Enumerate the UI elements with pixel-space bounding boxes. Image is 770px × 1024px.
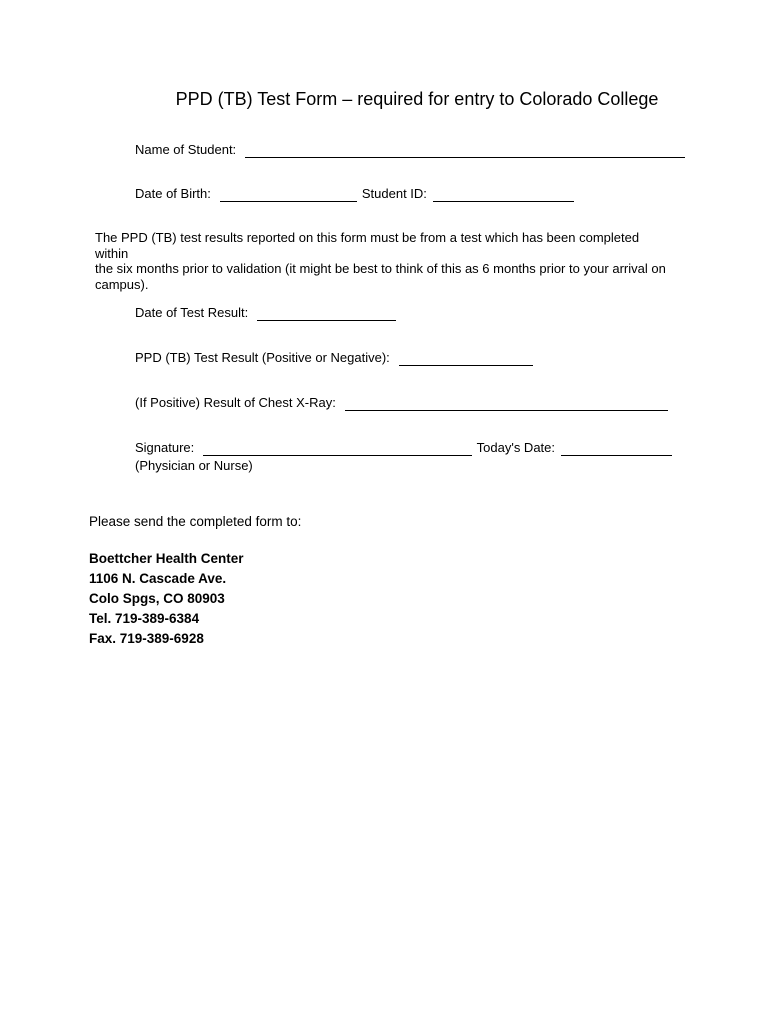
todays-date-label: Today's Date: bbox=[476, 440, 555, 455]
signature-row bbox=[135, 439, 672, 456]
send-form-intro: Please send the completed form to: bbox=[89, 514, 302, 529]
date-of-test-result-label: Date of Test Result: bbox=[135, 305, 249, 320]
student-id-label: Student ID: bbox=[361, 186, 427, 201]
name-of-student-label: Name of Student: bbox=[135, 142, 237, 157]
signature-input-line[interactable] bbox=[203, 440, 471, 456]
address-fax: Fax. 719-389-6928 bbox=[89, 631, 204, 646]
student-id-input-line[interactable] bbox=[433, 186, 574, 202]
signature-label: Signature: bbox=[135, 440, 195, 455]
chest-xray-result-input-line[interactable] bbox=[345, 395, 668, 411]
name-of-student-input-line[interactable] bbox=[245, 142, 685, 158]
address-phone: Tel. 719-389-6384 bbox=[89, 611, 200, 626]
address-city: Colo Spgs, CO 80903 bbox=[89, 591, 225, 606]
completion-notice bbox=[95, 230, 675, 292]
todays-date-input-line[interactable] bbox=[561, 440, 672, 456]
ppd-test-result-label: PPD (TB) Test Result (Positive or Negative): bbox=[135, 350, 390, 365]
date-of-birth-row bbox=[135, 185, 574, 202]
form-title: PPD (TB) Test Form – required for entry to Colorado College bbox=[175, 89, 659, 109]
notice-line: campus). bbox=[95, 276, 149, 292]
address-street: 1106 N. Cascade Ave. bbox=[89, 571, 227, 586]
date-of-test-result-row bbox=[135, 304, 396, 321]
ppd-test-result-row bbox=[135, 349, 533, 366]
name-of-student-row bbox=[135, 141, 685, 158]
physician-or-nurse-note: (Physician or Nurse) bbox=[135, 458, 253, 473]
date-of-birth-label: Date of Birth: bbox=[135, 186, 211, 201]
date-of-test-result-input-line[interactable] bbox=[257, 305, 396, 321]
address-name: Boettcher Health Center bbox=[89, 551, 244, 566]
date-of-birth-input-line[interactable] bbox=[220, 186, 357, 202]
notice-line: The PPD (TB) test results reported on this form must be from a test which has been completed within bbox=[95, 230, 640, 261]
ppd-test-result-input-line[interactable] bbox=[399, 350, 533, 366]
chest-xray-result-row bbox=[135, 394, 668, 411]
mailing-address bbox=[89, 549, 244, 649]
notice-line: the six months prior to validation (it might be best to think of this as 6 months prior to your arrival on bbox=[95, 261, 666, 277]
chest-xray-result-label: (If Positive) Result of Chest X-Ray: bbox=[135, 395, 336, 410]
